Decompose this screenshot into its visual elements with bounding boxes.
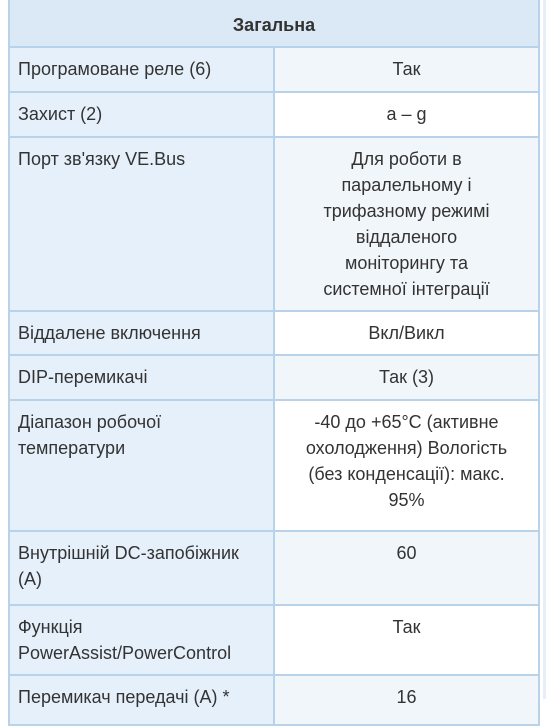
table-row [9, 400, 539, 531]
row-label: Внутрішній DC-запобіжник (A) [9, 531, 274, 605]
row-value: Для роботи в паралельному і трифазному режимі віддаленого моніторингу та системної інтеграції [274, 137, 539, 311]
spec-table [8, 0, 540, 726]
table-row [9, 675, 539, 725]
table-row [9, 355, 539, 400]
table-row [9, 531, 539, 605]
row-label: Діапазон робочої температури [9, 400, 274, 531]
section-header-row [9, 0, 539, 47]
row-value: Вкл/Викл [274, 311, 539, 355]
section-title: Загальна [9, 0, 539, 47]
row-label: Перемикач передачі (А) * [9, 675, 274, 725]
row-value: a – g [274, 92, 539, 137]
row-label: Віддалене включення [9, 311, 274, 355]
row-value: -40 до +65°C (активне охолодження) Вологість (без конденсації): макс. 95% [274, 400, 539, 531]
row-label: Функція PowerAssist/PowerControl [9, 605, 274, 675]
row-value: Так [274, 605, 539, 675]
row-label: Захист (2) [9, 92, 274, 137]
row-label: DIP-перемикачі [9, 355, 274, 400]
table-row [9, 137, 539, 311]
row-value: 60 [274, 531, 539, 605]
row-label: Програмоване реле (6) [9, 47, 274, 92]
row-value: 16 [274, 675, 539, 725]
row-value: Так (3) [274, 355, 539, 400]
row-value: Так [274, 47, 539, 92]
table-row [9, 47, 539, 92]
table-row [9, 311, 539, 355]
table-row [9, 605, 539, 675]
row-label: Порт зв'язку VE.Bus [9, 137, 274, 311]
table-row [9, 92, 539, 137]
